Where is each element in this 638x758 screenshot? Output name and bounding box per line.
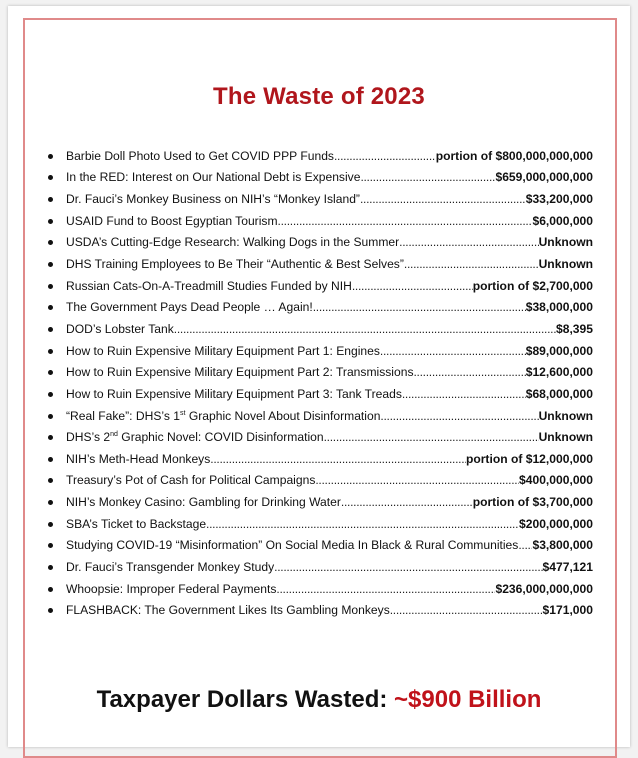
bullet-icon [48, 435, 53, 440]
item-amount: Unknown [538, 408, 593, 423]
dot-leader [360, 170, 495, 184]
item-amount: portion of $12,000,000 [465, 451, 593, 466]
list-item [48, 188, 593, 210]
ordinal-suffix: nd [110, 431, 118, 439]
item-label: USDA’s Cutting-Edge Research: Walking Dogs in the Summer [66, 235, 400, 250]
bullet-icon [48, 327, 53, 332]
dot-leader [174, 322, 556, 336]
list-item [48, 470, 593, 492]
item-label: The Government Pays Dead People … Again! [66, 300, 313, 315]
item-amount: $12,600,000 [525, 365, 593, 380]
item-label: NIH’s Meth-Head Monkeys [66, 451, 211, 466]
list-item [48, 383, 593, 405]
list-item [48, 296, 593, 318]
dot-leader [360, 192, 526, 206]
item-label: How to Ruin Expensive Military Equipment Part 2: Transmissions [66, 365, 414, 380]
bullet-icon [48, 457, 53, 462]
dot-leader [352, 279, 473, 293]
dot-leader [380, 344, 526, 358]
dot-leader [313, 300, 526, 314]
bullet-icon [48, 305, 53, 310]
item-amount: Unknown [538, 430, 593, 445]
list-item [48, 513, 593, 535]
dot-leader [278, 214, 533, 228]
list-item [48, 210, 593, 232]
list-item [48, 275, 593, 297]
total-label: Taxpayer Dollars Wasted: [96, 686, 395, 713]
item-label [66, 430, 324, 444]
bullet-icon [48, 349, 53, 354]
dot-leader [404, 257, 539, 271]
dot-leader [341, 495, 473, 509]
item-amount: portion of $800,000,000,000 [435, 148, 593, 163]
dot-leader [206, 517, 519, 531]
item-label-text: Graphic Novel About Disinformation [185, 408, 381, 423]
item-label: DHS Training Employees to Be Their “Authentic & Best Selves” [66, 257, 404, 272]
item-amount: $3,800,000 [532, 538, 593, 553]
bullet-icon [48, 219, 53, 224]
item-amount: $89,000,000 [525, 343, 593, 358]
dot-leader [380, 409, 538, 423]
list-item [48, 318, 593, 340]
list-item [48, 578, 593, 600]
item-amount: Unknown [538, 235, 593, 250]
dot-leader [402, 387, 526, 401]
item-amount: $6,000,000 [532, 213, 593, 228]
item-label: How to Ruin Expensive Military Equipment Part 3: Tank Treads [66, 386, 402, 401]
item-label: FLASHBACK: The Government Likes Its Gambling Monkeys [66, 603, 390, 618]
bullet-icon [48, 543, 53, 548]
bullet-icon [48, 197, 53, 202]
dot-leader [518, 538, 532, 552]
list-item [48, 448, 593, 470]
bullet-icon [48, 370, 53, 375]
dot-leader [210, 452, 466, 466]
item-label-text: “Real Fake”: DHS’s 1 [66, 408, 181, 423]
item-label: Whoopsie: Improper Federal Payments [66, 581, 277, 596]
item-label: Barbie Doll Photo Used to Get COVID PPP Funds [66, 148, 334, 163]
dot-leader [399, 235, 538, 249]
item-label: Russian Cats-On-A-Treadmill Studies Funded by NIH [66, 278, 352, 293]
item-amount: $68,000,000 [525, 386, 593, 401]
list-item [48, 426, 593, 448]
bullet-icon [48, 392, 53, 397]
dot-leader [315, 473, 519, 487]
item-amount: $477,121 [542, 559, 593, 574]
item-amount: $200,000,000 [519, 516, 593, 531]
item-amount: portion of $3,700,000 [472, 495, 593, 510]
dot-leader [334, 149, 436, 163]
list-item [48, 535, 593, 557]
bullet-icon [48, 175, 53, 180]
item-label [66, 409, 380, 423]
dot-leader [390, 603, 543, 617]
list-item [48, 405, 593, 427]
item-label: NIH’s Monkey Casino: Gambling for Drinking Water [66, 495, 341, 510]
item-label-text: DHS’s 2 [66, 430, 111, 445]
dot-leader [274, 560, 542, 574]
bullet-icon [48, 587, 53, 592]
item-label: Dr. Fauci’s Transgender Monkey Study [66, 559, 275, 574]
bullet-icon [48, 414, 53, 419]
list-item [48, 599, 593, 621]
item-label: In the RED: Interest on Our National Debt is Expensive [66, 170, 361, 185]
bullet-icon [48, 284, 53, 289]
item-label: Studying COVID-19 “Misinformation” On Social Media In Black & Rural Communities [66, 538, 519, 553]
list-item [48, 253, 593, 275]
bullet-icon [48, 240, 53, 245]
item-amount: portion of $2,700,000 [472, 278, 593, 293]
list-item [48, 167, 593, 189]
item-label: How to Ruin Expensive Military Equipment Part 1: Engines [66, 343, 380, 358]
total-wasted-summary [0, 686, 638, 714]
item-amount: $33,200,000 [525, 192, 593, 207]
bullet-icon [48, 154, 53, 159]
item-label: Dr. Fauci’s Monkey Business on NIH’s “Monkey Island” [66, 192, 360, 207]
item-amount: $236,000,000,000 [495, 581, 593, 596]
item-label: SBA’s Ticket to Backstage [66, 516, 207, 531]
dot-leader [276, 582, 495, 596]
item-label: Treasury’s Pot of Cash for Political Campaigns [66, 473, 316, 488]
list-item [48, 232, 593, 254]
item-amount: $38,000,000 [525, 300, 593, 315]
bullet-icon [48, 478, 53, 483]
item-label: DOD’s Lobster Tank [66, 321, 174, 336]
page-title: The Waste of 2023 [213, 83, 425, 110]
dot-leader [324, 430, 539, 444]
item-amount: $400,000,000 [519, 473, 593, 488]
list-item [48, 145, 593, 167]
bullet-icon [48, 565, 53, 570]
list-item [48, 556, 593, 578]
bullet-icon [48, 500, 53, 505]
item-amount: $8,395 [556, 321, 593, 336]
item-amount: $659,000,000,000 [495, 170, 593, 185]
item-amount: Unknown [538, 257, 593, 272]
bullet-icon [48, 522, 53, 527]
item-label: USAID Fund to Boost Egyptian Tourism [66, 213, 278, 228]
list-item [48, 340, 593, 362]
dot-leader [414, 365, 526, 379]
bullet-icon [48, 608, 53, 613]
list-item [48, 361, 593, 383]
list-item [48, 491, 593, 513]
item-label-text: Graphic Novel: COVID Disinformation [117, 430, 324, 445]
total-amount: ~$900 Billion [394, 686, 542, 713]
waste-list [48, 145, 593, 621]
ordinal-suffix: st [180, 409, 186, 417]
item-amount: $171,000 [542, 603, 593, 618]
bullet-icon [48, 262, 53, 267]
